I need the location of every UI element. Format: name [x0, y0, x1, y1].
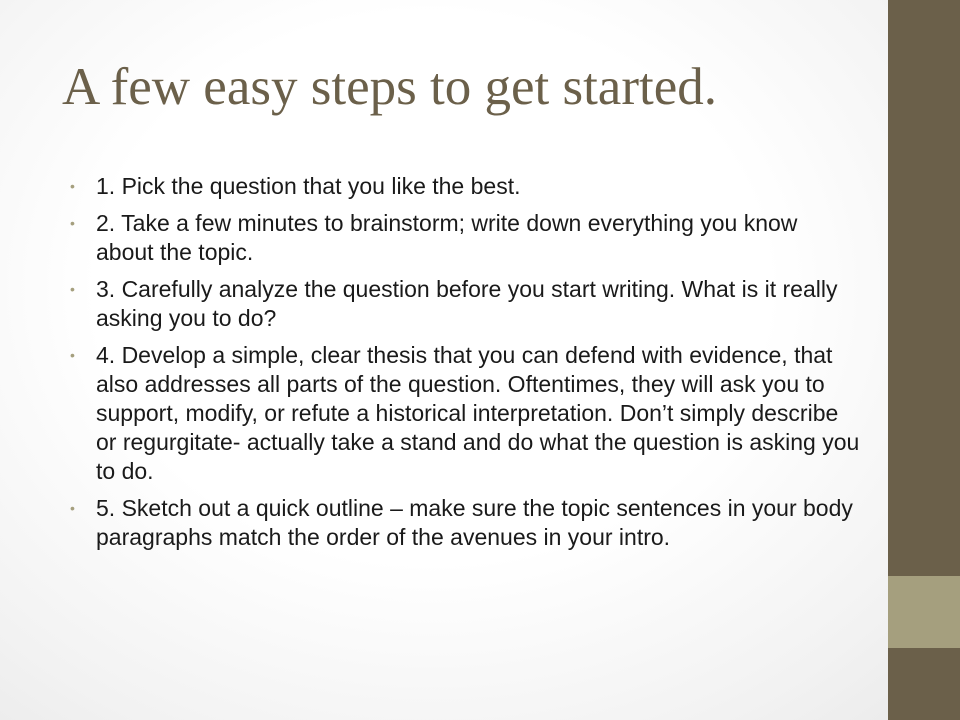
bullet-list [70, 172, 860, 560]
bullet-icon: • [70, 215, 75, 231]
bullet-text: 1. Pick the question that you like the best. [96, 173, 521, 199]
bullet-item [70, 209, 860, 267]
bullet-item [70, 494, 860, 552]
bullet-item [70, 341, 860, 486]
side-accent-decoration [888, 576, 960, 648]
bullet-icon: • [70, 500, 75, 516]
bullet-text: 4. Develop a simple, clear thesis that you can defend with evidence, that also addresses all parts of the question. Oftentimes, they will ask you to support, modify, or refute a historical interpretation. Don’t simply describe or regurgitate- actually take a stand and do what the question is asking you to do. [96, 342, 860, 484]
bullet-item [70, 275, 860, 333]
bullet-icon: • [70, 178, 75, 194]
bullet-item [70, 172, 860, 201]
bullet-text: 2. Take a few minutes to brainstorm; write down everything you know about the topic. [96, 210, 798, 265]
bullet-text: 3. Carefully analyze the question before you start writing. What is it really asking you to do? [96, 276, 838, 331]
slide-title: A few easy steps to get started. [62, 58, 717, 116]
bullet-text: 5. Sketch out a quick outline – make sure the topic sentences in your body paragraphs match the order of the avenues in your intro. [96, 495, 853, 550]
bullet-icon: • [70, 347, 75, 363]
bullet-icon: • [70, 281, 75, 297]
